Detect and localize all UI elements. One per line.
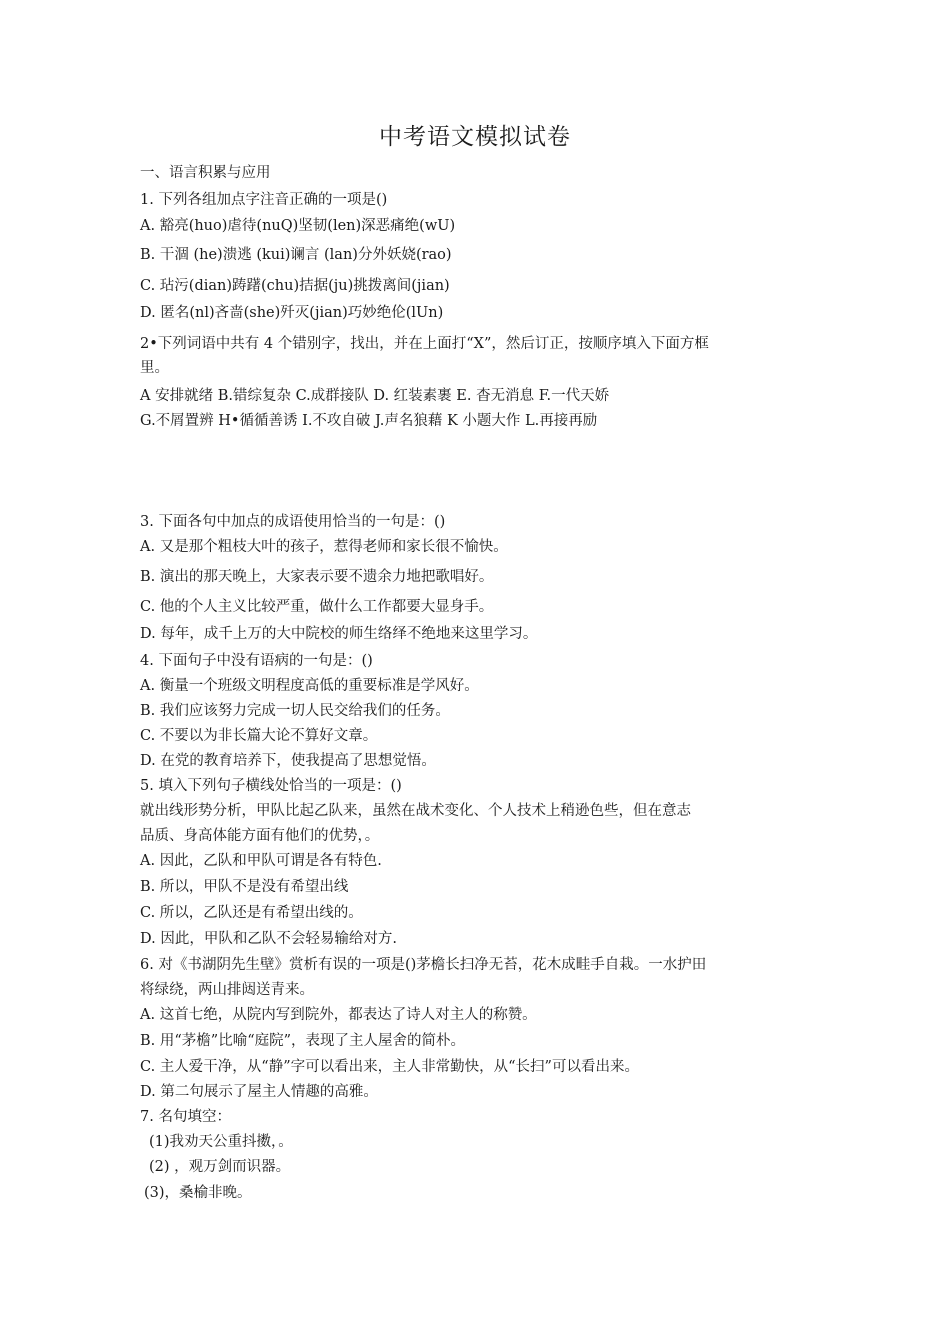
q5-paragraph-line1: 就出线形势分析，甲队比起乙队来，虽然在战术变化、个人技术上稍逊色些，但在意志	[140, 803, 691, 819]
page-title: 中考语文模拟试卷	[379, 124, 571, 150]
q3-option-b: B. 演出的那天晚上，大家表示要不遗余力地把歌唱好。	[140, 569, 494, 585]
q6-option-b: B. 用“茅檐”比喻“庭院”，表现了主人屋舍的简朴。	[140, 1033, 466, 1049]
q4-option-c: C. 不要以为非长篇大论不算好文章。	[140, 728, 378, 744]
q1-option-a: A. 豁亮(huo)虐待(nuQ)坚韧(len)深恶痛绝(wU)	[140, 218, 456, 234]
q4-option-d: D. 在党的教育培养下，使我提高了思想觉悟。	[140, 753, 436, 769]
q2-word-row-1: A 安排就绪 B.错综复杂 C.成群接队 D. 红装素裹 E. 杳无消息 F.一代天娇	[140, 388, 610, 404]
q1-stem: 1. 下列各组加点字注音正确的一项是()	[140, 192, 388, 208]
q2-answer-area[interactable]	[140, 448, 810, 508]
q5-paragraph-line2: 品质、身高体能方面有他们的优势，。	[140, 828, 380, 844]
q2-stem-line2: 里。	[140, 360, 169, 376]
q6-stem-line2: 将绿绕，两山排闼送青来。	[140, 982, 314, 998]
q4-stem: 4. 下面句子中没有语病的一句是：()	[140, 653, 373, 669]
q3-option-d: D. 每年，成千上万的大中院校的师生络绎不绝地来这里学习。	[140, 626, 538, 642]
q5-option-d: D. 因此，甲队和乙队不会轻易输给对方.	[140, 931, 397, 947]
q4-option-b: B. 我们应该努力完成一切人民交给我们的任务。	[140, 703, 450, 719]
q6-option-c: C. 主人爱干净，从“静”字可以看出来，主人非常勤快，从“长扫”可以看出来。	[140, 1059, 639, 1075]
q5-option-b: B. 所以，甲队不是没有希望出线	[140, 879, 349, 895]
q4-option-a: A. 衡量一个班级文明程度高低的重要标准是学风好。	[140, 678, 479, 694]
q1-option-c: C. 玷污(dian)踌躇(chu)拮据(ju)挑拨离间(jian)	[140, 278, 450, 294]
section-heading: 一、语言积累与应用	[140, 165, 271, 181]
q1-option-b: B. 干涸 (he)溃逃 (kui)谰言 (lan)分外妖娆(rao)	[140, 247, 452, 263]
q2-word-row-2: G.不屑置辨 H•循循善诱 I.不攻自破 J.声名狼藉 K 小题大作 L.再接再励	[140, 413, 598, 429]
q3-stem: 3. 下面各句中加点的成语使用恰当的一句是：()	[140, 514, 446, 530]
q3-option-c: C. 他的个人主义比较严重，做什么工作都要大显身手。	[140, 599, 494, 615]
q7-item-1: (1)我劝天公重抖擞，。	[149, 1134, 293, 1150]
q6-option-a: A. 这首七绝，从院内写到院外，都表达了诗人对主人的称赞。	[140, 1007, 537, 1023]
q7-stem: 7. 名句填空：	[140, 1109, 231, 1125]
q1-option-d: D. 匿名(nl)吝啬(she)歼灭(jian)巧妙绝伦(lUn)	[140, 305, 444, 321]
q7-item-2: (2) ，观万剑而识器。	[149, 1159, 291, 1175]
q5-option-c: C. 所以，乙队还是有希望出线的。	[140, 905, 363, 921]
q7-item-3: (3)，桑榆非晚。	[144, 1185, 252, 1201]
q3-option-a: A. 又是那个粗枝大叶的孩子，惹得老师和家长很不愉快。	[140, 539, 508, 555]
q5-option-a: A. 因此，乙队和甲队可谓是各有特色.	[140, 853, 382, 869]
q2-stem-line1: 2•下列词语中共有 4 个错别字，找出，并在上面打“X”，然后订正，按顺序填入下面方框	[140, 336, 709, 352]
q6-stem-line1: 6. 对《书湖阴先生壁》赏析有误的一项是()茅檐长扫净无苔，花木成畦手自栽。一水护田	[140, 957, 707, 973]
q5-stem: 5. 填入下列句子横线处恰当的一项是：()	[140, 778, 402, 794]
q6-option-d: D. 第二句展示了屋主人情趣的高雅。	[140, 1084, 378, 1100]
